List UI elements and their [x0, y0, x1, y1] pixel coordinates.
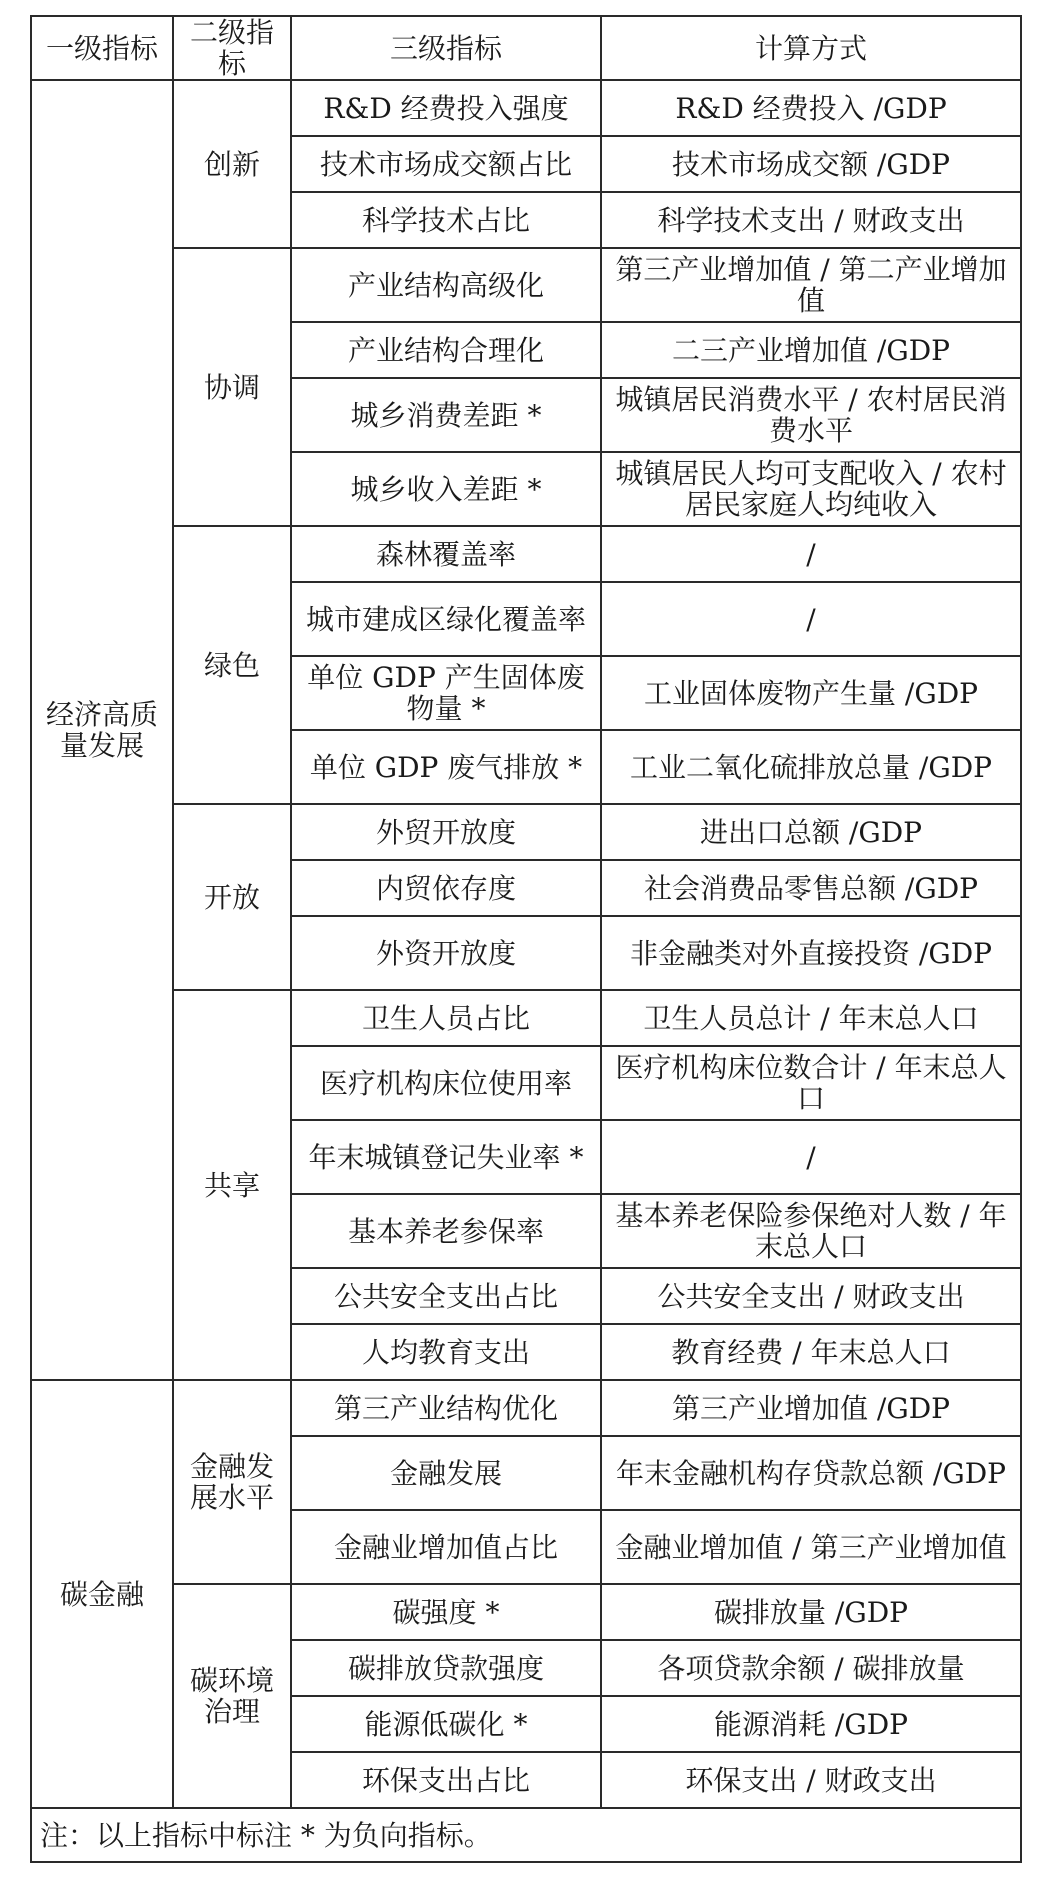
level2-cell: 开放 [173, 804, 291, 990]
level3-cell: 外贸开放度 [291, 804, 601, 860]
calc-cell: 科学技术支出 / 财政支出 [601, 192, 1021, 248]
calc-cell: 城镇居民人均可支配收入 / 农村居民家庭人均纯收入 [601, 452, 1021, 526]
calc-cell: 卫生人员总计 / 年末总人口 [601, 990, 1021, 1046]
calc-cell: 公共安全支出 / 财政支出 [601, 1268, 1021, 1324]
table-row [31, 80, 1021, 136]
level3-cell: 城市建成区绿化覆盖率 [291, 582, 601, 656]
level2-cell: 协调 [173, 248, 291, 526]
level3-cell: 公共安全支出占比 [291, 1268, 601, 1324]
level3-cell: 单位 GDP 废气排放 * [291, 730, 601, 804]
header-level3: 三级指标 [291, 16, 601, 80]
calc-cell: 城镇居民消费水平 / 农村居民消费水平 [601, 378, 1021, 452]
calc-cell: 进出口总额 /GDP [601, 804, 1021, 860]
table-note: 注：以上指标中标注 * 为负向指标。 [31, 1808, 1021, 1862]
level3-cell: 碳排放贷款强度 [291, 1640, 601, 1696]
calc-cell: 教育经费 / 年末总人口 [601, 1324, 1021, 1380]
table-row [31, 526, 1021, 582]
level2-cell: 碳环境治理 [173, 1584, 291, 1808]
level3-cell: 产业结构合理化 [291, 322, 601, 378]
calc-cell: 医疗机构床位数合计 / 年末总人口 [601, 1046, 1021, 1120]
level2-cell: 金融发展水平 [173, 1380, 291, 1584]
level3-cell: 城乡消费差距 * [291, 378, 601, 452]
header-level1: 一级指标 [31, 16, 173, 80]
calc-cell: 二三产业增加值 /GDP [601, 322, 1021, 378]
calc-cell: 工业二氧化硫排放总量 /GDP [601, 730, 1021, 804]
level3-cell: 金融业增加值占比 [291, 1510, 601, 1584]
level2-cell: 创新 [173, 80, 291, 248]
level3-cell: 环保支出占比 [291, 1752, 601, 1808]
note-row [31, 1808, 1021, 1862]
level3-cell: 单位 GDP 产生固体废物量 * [291, 656, 601, 730]
level3-cell: 基本养老参保率 [291, 1194, 601, 1268]
level3-cell: 卫生人员占比 [291, 990, 601, 1046]
calc-cell: 第三产业增加值 / 第二产业增加值 [601, 248, 1021, 322]
level3-cell: 人均教育支出 [291, 1324, 601, 1380]
level3-cell: 外资开放度 [291, 916, 601, 990]
header-level2: 二级指标 [173, 16, 291, 80]
calc-cell: 各项贷款余额 / 碳排放量 [601, 1640, 1021, 1696]
level3-cell: 森林覆盖率 [291, 526, 601, 582]
calc-cell: 工业固体废物产生量 /GDP [601, 656, 1021, 730]
table-row [31, 1584, 1021, 1640]
level3-cell: 技术市场成交额占比 [291, 136, 601, 192]
level3-cell: 医疗机构床位使用率 [291, 1046, 601, 1120]
table-row [31, 804, 1021, 860]
calc-cell: / [601, 526, 1021, 582]
level3-cell: R&D 经费投入强度 [291, 80, 601, 136]
level3-cell: 能源低碳化 * [291, 1696, 601, 1752]
header-row [31, 16, 1021, 80]
level3-cell: 城乡收入差距 * [291, 452, 601, 526]
level3-cell: 科学技术占比 [291, 192, 601, 248]
indicator-table [30, 15, 1022, 1863]
level3-cell: 产业结构高级化 [291, 248, 601, 322]
calc-cell: 碳排放量 /GDP [601, 1584, 1021, 1640]
header-calc: 计算方式 [601, 16, 1021, 80]
level3-cell: 内贸依存度 [291, 860, 601, 916]
calc-cell: 社会消费品零售总额 /GDP [601, 860, 1021, 916]
level3-cell: 第三产业结构优化 [291, 1380, 601, 1436]
level3-cell: 碳强度 * [291, 1584, 601, 1640]
table-row [31, 990, 1021, 1046]
level3-cell: 年末城镇登记失业率 * [291, 1120, 601, 1194]
calc-cell: 能源消耗 /GDP [601, 1696, 1021, 1752]
calc-cell: 技术市场成交额 /GDP [601, 136, 1021, 192]
table-row [31, 248, 1021, 322]
level1-cell: 经济高质量发展 [31, 80, 173, 1380]
level3-cell: 金融发展 [291, 1436, 601, 1510]
calc-cell: R&D 经费投入 /GDP [601, 80, 1021, 136]
calc-cell: 基本养老保险参保绝对人数 / 年末总人口 [601, 1194, 1021, 1268]
calc-cell: 金融业增加值 / 第三产业增加值 [601, 1510, 1021, 1584]
table-row [31, 1380, 1021, 1436]
calc-cell: 非金融类对外直接投资 /GDP [601, 916, 1021, 990]
level2-cell: 绿色 [173, 526, 291, 804]
calc-cell: / [601, 582, 1021, 656]
calc-cell: 环保支出 / 财政支出 [601, 1752, 1021, 1808]
level1-cell: 碳金融 [31, 1380, 173, 1808]
level2-cell: 共享 [173, 990, 291, 1380]
calc-cell: 第三产业增加值 /GDP [601, 1380, 1021, 1436]
calc-cell: / [601, 1120, 1021, 1194]
calc-cell: 年末金融机构存贷款总额 /GDP [601, 1436, 1021, 1510]
